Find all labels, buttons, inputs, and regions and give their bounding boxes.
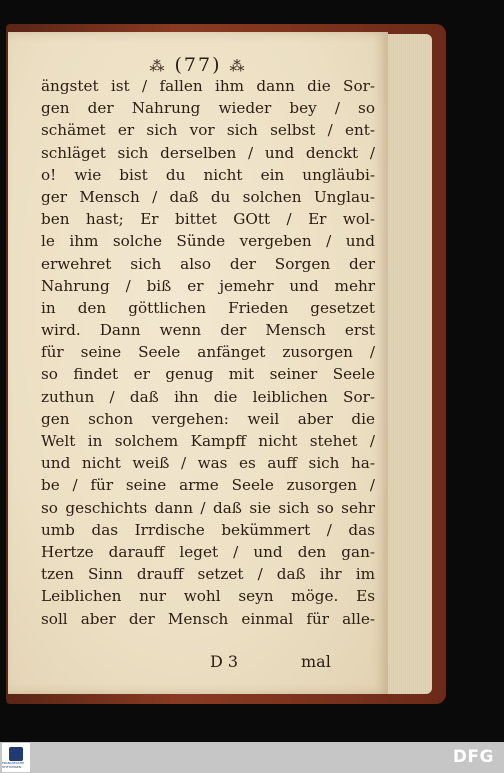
text-line: umb das Irrdische bekümmert / das: [41, 520, 375, 539]
institution-logo-icon[interactable]: [2, 743, 30, 772]
text-line: soll aber der Mensch einmal für alle-: [41, 609, 375, 628]
text-line: und nicht weiß / was es auff sich ha-: [41, 454, 375, 473]
text-line: o! wie bist du nicht ein ungläubi-: [41, 165, 375, 184]
text-line: le ihm solche Sünde vergeben / und: [41, 232, 375, 251]
page-header: [8, 54, 388, 76]
text-line: gen der Nahrung wieder bey / so: [41, 99, 375, 118]
viewer-footer-bar: [0, 742, 504, 773]
text-line: in den göttlichen Frieden gesetzet: [41, 298, 375, 317]
book-page: [8, 32, 388, 694]
page-number: (77): [174, 54, 222, 76]
text-line: schläget sich derselben / und denckt /: [41, 143, 375, 162]
text-line: tzen Sinn drauff setzet / daß ihr im: [41, 565, 375, 584]
text-line: erwehret sich also der Sorgen der: [41, 254, 375, 273]
text-line: Welt in solchem Kampff nicht stehet /: [41, 432, 375, 450]
text-line: be / für seine arme Seele zusorgen /: [41, 476, 375, 495]
signature-mark: D 3: [210, 652, 239, 671]
dfg-logo[interactable]: DFG: [452, 747, 494, 767]
text-line: ben hast; Er bittet GOtt / Er wol-: [41, 210, 375, 229]
text-line: Hertze darauff leget / und den gan-: [41, 542, 375, 561]
ornament-right-icon: ⁂: [229, 57, 247, 75]
text-line: ängstet ist / fallen ihm dann die Sor-: [41, 77, 375, 95]
text-line: zuthun / daß ihn die leiblichen Sor-: [41, 387, 375, 406]
text-line: schämet er sich vor sich selbst / ent-: [41, 121, 375, 140]
logo-mark-icon: [9, 747, 23, 761]
text-line: ger Mensch / daß du solchen Unglau-: [41, 187, 375, 206]
logo-text: FRANCKESCHE STIFTUNGEN: [2, 760, 25, 769]
text-line: so geschichts dann / daß sie sich so sehr: [41, 498, 375, 517]
ornament-left-icon: ⁂: [149, 57, 167, 75]
text-line: gen schon vergehen: weil aber die: [41, 409, 375, 428]
catchword: mal: [301, 652, 331, 671]
text-line: wird. Dann wenn der Mensch erst: [41, 321, 375, 340]
page-footer: [8, 652, 388, 674]
text-line: Nahrung / biß er jemehr und mehr: [41, 276, 375, 295]
page-text: [41, 75, 375, 630]
text-line: so findet er genug mit seiner Seele: [41, 365, 375, 384]
text-line: Leiblichen nur wohl seyn möge. Es: [41, 587, 375, 606]
text-line: für seine Seele anfänget zusorgen /: [41, 343, 375, 362]
page-edges: [384, 34, 432, 694]
